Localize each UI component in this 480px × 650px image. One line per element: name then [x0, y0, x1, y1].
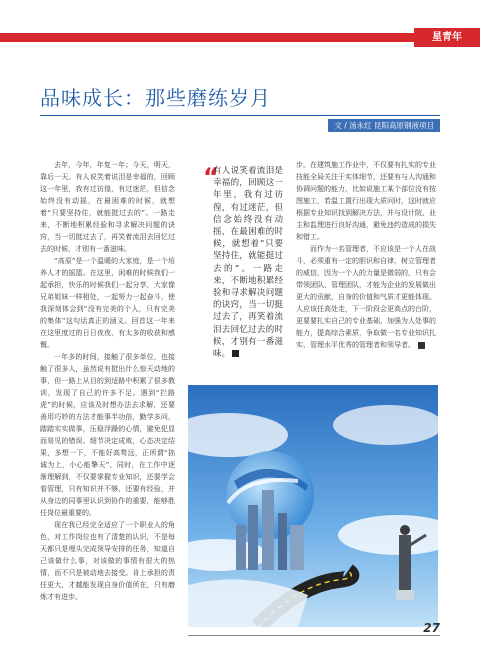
section-tag: 星青年: [414, 28, 480, 47]
article-end-icon: [418, 342, 425, 349]
body-column-right: [296, 159, 436, 351]
article-title: 品味成长：那些磨练岁月: [40, 86, 271, 110]
person-figure: [399, 535, 411, 590]
illustration-photo: [188, 385, 438, 627]
paragraph: 步。在建筑施工作业中，不仅要有扎实的专业技能全局关注于实体细节，还要有与人沟通和协调问题的能力，比如说施工某个部位没有按图施工，若温工置行出现大质问时，这时就应根据专业知识找到解决方法，并与设计院、业主和监理进行良好沟通，避免违约造成的损失和错工。: [296, 161, 436, 241]
pull-quote: [213, 165, 283, 360]
body-column-left: [40, 159, 175, 603]
title-divider: [40, 115, 440, 116]
paragraph: 一年多的时间，接触了很多单位，也接触了很多人，虽然说有挺出什么惊天动地的事，但一路上从目的到适路中积累了很多教训，发现了自己的许多不足。遇到“拦路虎”的时候，应该及时想办法去求解，还要善用巧妙的方法才能事半功倍，勤学多问，踏踏实实做事，压稳浮躁的心情，避免犯显而易见的错误。细节决定成败，心态决定结果，多想一下，不能好高骛远，正所谓“拙诚为上，小心能擎天”，同时，在工作中逐渐理解到，不仅要掌握专业知识，还要学会看管理，只有知识并不够，还要有经验，并从身边的同事里认识到协作的重要，能够胜任岗位最重要的。: [40, 353, 175, 517]
page-number: 27: [423, 621, 440, 635]
quote-mark-icon: “: [203, 163, 219, 191]
paragraph-text: 而作为一名管理者，不应该是一个人在战斗，必须重有一定的胆识和自律，树立管理者的威信，因为一个人的力量是微弱的，只有会带领团队，管理团队，才能为企业的发展做出更大的贡献，自身的价值和气质才更能体现。人应该任高处走，下一阶段会更高点的台阶，更要要扎实自己的专业基础，加强为人处事的能力，提高综合素质，争取做一名专业知识扎实、管理水平优秀的管理者和领导者。: [296, 245, 436, 349]
paragraph: 现在我已经完全适应了一个职业人的角色，对工作岗位也有了清楚的认识，不是每天都只是埋头完成领导安排的任务，知道自己该做什么事，对该做的事情有很大的热情，而不只是被动地去接受。肯上承担的责任更大，才越能发现自身价值所在，只有磨炼才有进步。: [40, 521, 175, 601]
paragraph: “高原”是一个温暖的大家庭，是一个培养人才的摇篮。在这里，闲难的时候我们一起承担，快乐的时候我们一起分享，大家像兄弟姐妹一样相处，一起努力一起奋斗，使我深刻体会到“没有完美的个人，只有完美的集体”这句话真正的涵义。回首这一年来在这里度过的日日夜夜，有太多的收获和感慨。: [40, 257, 175, 349]
cityscape-illustration: [188, 385, 438, 627]
paragraph: 去年，今年，年复一年；今天，明天，靠后一天。有人说笑着说泪是幸福的，回顾这一年里，我有过彷徨，有过迷茫，但信念始终没有动摇，在最困难的时候，就想着“只要坚持住，就能挺过去的”。一路走来，不断地积累经验和寻求解决问题的诀窍，当一切挺过去了，再笑着流泪去回忆过去的时候，才别有一番滋味。: [40, 161, 175, 253]
byline: 文 / 汤永红 昆阳高原钢液项目: [328, 119, 440, 132]
pull-quote-text: 有人说笑着流泪是幸福的，回顾这一年里，我有过彷徨，有过迷茫，但信念始终没有动摇，在最困难的时候，就想着“只要坚持住，就能挺过去的”。一路走来，不断地积累经验和寻求解决问题的诀窍，当一切挺过去了，再笑着流泪去回忆过去的时候，才别有一番滋味。: [213, 166, 283, 360]
stool-icon: [396, 590, 414, 600]
paragraph: [296, 243, 436, 351]
footer-rule: [188, 635, 440, 636]
section-header-bar: [0, 33, 480, 42]
quote-end-icon: [232, 350, 239, 357]
